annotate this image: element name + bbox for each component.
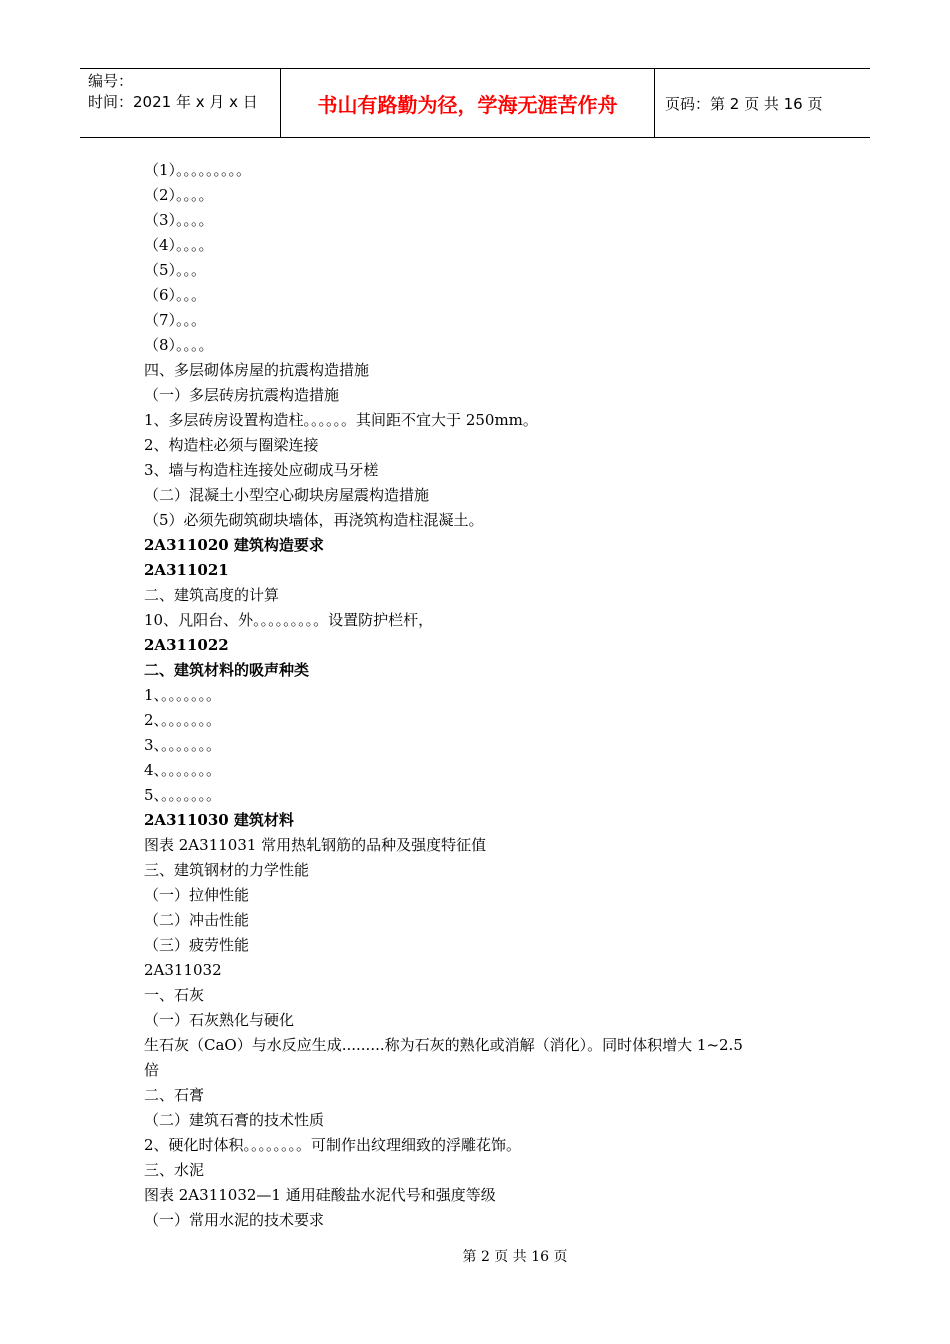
text-line: （8）。。。。 xyxy=(144,336,214,354)
text-line: 1、多层砖房设置构造柱。。。。。。其间距不宜大于 250mm。 xyxy=(144,411,538,429)
text-line: 3、。。。。。。。 xyxy=(144,736,222,754)
page-header xyxy=(80,68,870,138)
section-heading: 2A311020 建筑构造要求 xyxy=(144,536,324,554)
text-line: （4）。。。。 xyxy=(144,236,214,254)
text-line: 1、。。。。。。。 xyxy=(144,686,222,704)
text-line: （1）。。。。。。。。。 xyxy=(144,161,252,179)
document-body xyxy=(144,158,824,1233)
text-line: （一）多层砖房抗震构造措施 xyxy=(144,386,340,404)
text-line: 二、石膏 xyxy=(144,1086,205,1104)
document-time-label: 时间：2021 年 x 月 x 日 xyxy=(88,93,258,111)
text-line: （一）常用水泥的技术要求 xyxy=(144,1211,325,1229)
section-heading: 2A311021 xyxy=(144,561,229,579)
section-heading: 2A311030 建筑材料 xyxy=(144,811,294,829)
text-line: （5）必须先砌筑砌块墙体，再浇筑构造柱混凝土。 xyxy=(144,511,484,529)
text-line: 生石灰（CaO）与水反应生成.........称为石灰的熟化或消解（消化）。同时体积增大 1~2.5 xyxy=(144,1036,743,1054)
text-line: 倍 xyxy=(144,1061,160,1079)
page-footer: 第 2 页 共 16 页 xyxy=(462,1249,568,1265)
text-line: （5）。。。 xyxy=(144,261,207,279)
text-line: （2）。。。。 xyxy=(144,186,214,204)
text-line: （一）拉伸性能 xyxy=(144,886,250,904)
text-line: 5、。。。。。。。 xyxy=(144,786,222,804)
text-line: 4、。。。。。。。 xyxy=(144,761,222,779)
text-line: 三、水泥 xyxy=(144,1161,205,1179)
text-line: 图表 2A311032—1 通用硅酸盐水泥代号和强度等级 xyxy=(144,1186,496,1204)
text-line: （二）建筑石膏的技术性质 xyxy=(144,1111,325,1129)
document-number-label: 编号： xyxy=(88,72,134,90)
text-line: （6）。。。 xyxy=(144,286,207,304)
text-line: 二、建筑高度的计算 xyxy=(144,586,280,604)
header-motto: 书山有路勤为径，学海无涯苦作舟 xyxy=(280,69,655,137)
text-line: 2、构造柱必须与圈梁连接 xyxy=(144,436,319,454)
text-line: 图表 2A311031 常用热轧钢筋的品种及强度特征值 xyxy=(144,836,487,854)
text-line: （3）。。。。 xyxy=(144,211,214,229)
section-heading: 二、建筑材料的吸声种类 xyxy=(144,661,310,679)
text-line: （7）。。。 xyxy=(144,311,207,329)
text-line: 10、凡阳台、外。。。。。。。。。设置防护栏杆， xyxy=(144,611,434,629)
text-line: 三、建筑钢材的力学性能 xyxy=(144,861,310,879)
text-line: （一）石灰熟化与硬化 xyxy=(144,1011,295,1029)
text-line: 2A311032 xyxy=(144,961,222,979)
text-line: 2、硬化时体积。。。。。。。。可制作出纹理细致的浮雕花饰。 xyxy=(144,1136,522,1154)
text-line: 3、墙与构造柱连接处应砌成马牙槎 xyxy=(144,461,379,479)
text-line: 2、。。。。。。。 xyxy=(144,711,222,729)
text-line: （三）疲劳性能 xyxy=(144,936,250,954)
header-page-label: 页码：第 2 页 共 16 页 xyxy=(665,94,823,113)
header-meta xyxy=(80,69,280,137)
text-line: 四、多层砌体房屋的抗震构造措施 xyxy=(144,361,370,379)
text-line: （二）冲击性能 xyxy=(144,911,250,929)
text-line: 一、石灰 xyxy=(144,986,205,1004)
text-line: （二）混凝土小型空心砌块房屋震构造措施 xyxy=(144,486,430,504)
section-heading: 2A311022 xyxy=(144,636,229,654)
